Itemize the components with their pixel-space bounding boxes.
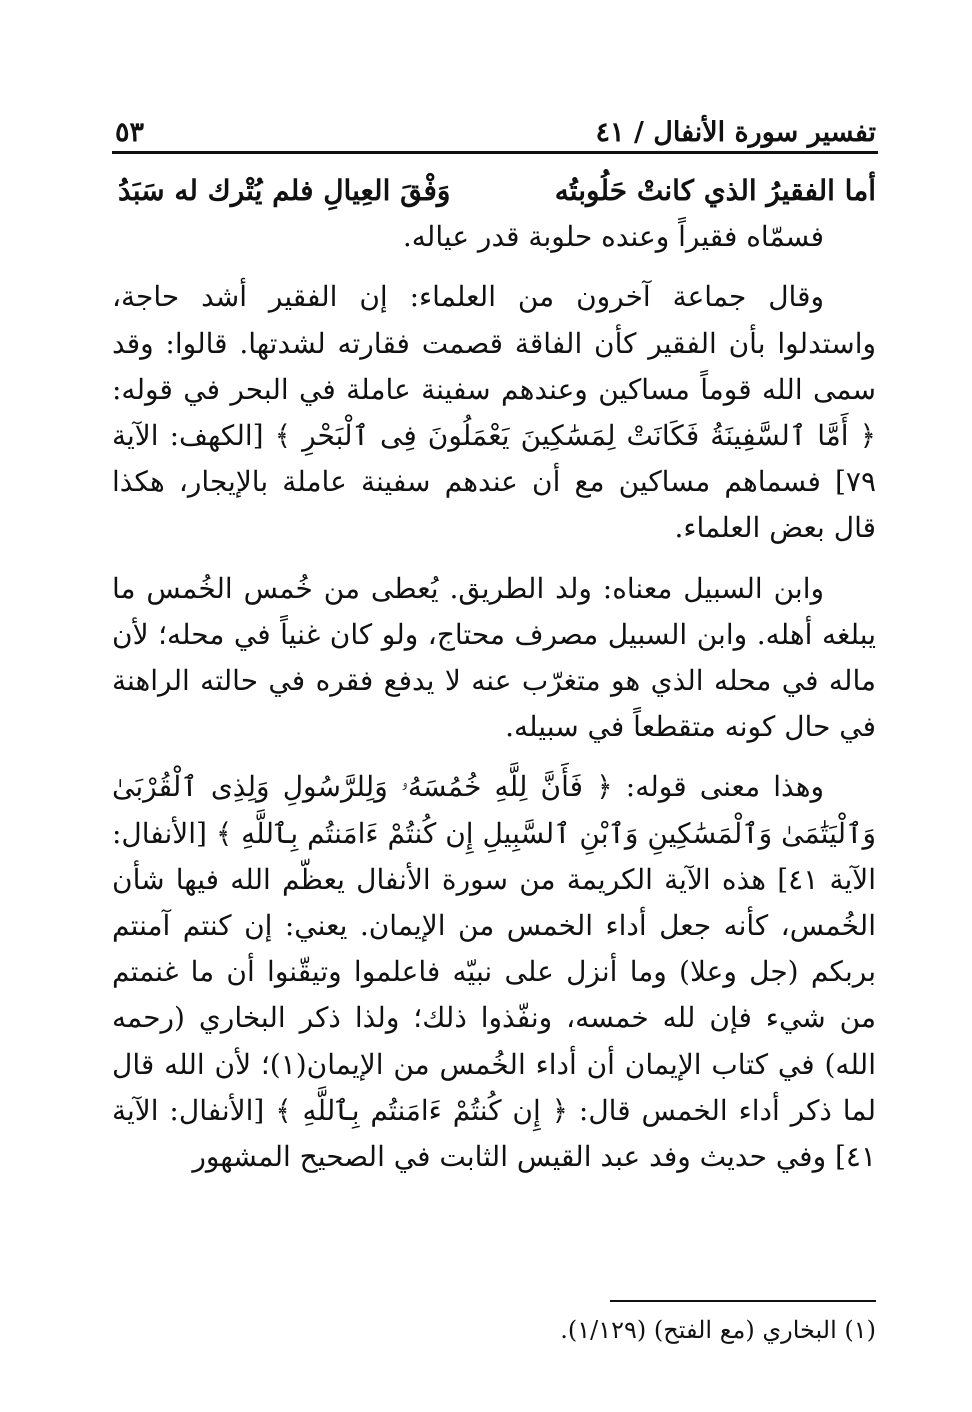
paragraph: وابن السبيل معناه: ولد الطريق. يُعطى من خُمس الخُمس ما يبلغه أهله. وابن السبيل مصرف محتاج، ولو كان غنياً في محله؛ لأن ماله في محله الذي هو متغرّب عنه لا يدفع فقره في حالته الراهنة في حال كونه متقطعاً في سبيله. bbox=[112, 571, 876, 744]
header-title: تفسير سورة الأنفال / ٤١ bbox=[595, 117, 876, 148]
verse-hemistich-right: أما الفقيرُ الذي كانتْ حَلُوبتُه bbox=[554, 174, 876, 207]
page-body bbox=[112, 168, 876, 1180]
header-rule bbox=[112, 151, 878, 154]
poetry-verse bbox=[112, 168, 876, 214]
paragraph: وقال جماعة آخرون من العلماء: إن الفقير أشد حاجة، واستدلوا بأن الفقير كأن الفاقة قصمت فقارته لشدتها. قالوا: وقد سمى الله قوماً مساكين وعندهم سفينة عاملة في البحر في قوله: ﴿ أَمَّا ٱلسَّفِينَةُ فَكَانَتْ لِمَسَٰكِينَ يَعْمَلُونَ فِى ٱلْبَحْرِ ﴾ [الكهف: الآية ٧٩] فسماهم مساكين مع أن عندهم سفينة عاملة بالإيجار، هكذا قال بعض العلماء. bbox=[112, 280, 876, 545]
page-number: ٥٣ bbox=[115, 117, 145, 148]
verse-hemistich-left: وَفْقَ العِيالِ فلم يُتْرك له سَبَدُ bbox=[118, 174, 451, 207]
running-header bbox=[115, 108, 876, 148]
footnote: (١) البخاري (مع الفتح) (١/١٢٩). bbox=[560, 1316, 876, 1344]
paragraph: فسمّاه فقيراً وعنده حلوبة قدر عياله. bbox=[402, 220, 824, 254]
footnote-rule bbox=[610, 1300, 876, 1302]
paragraph: وهذا معنى قوله: ﴿ فَأَنَّ لِلَّهِ خُمُسَهُۥ وَلِلرَّسُولِ وَلِذِى ٱلْقُرْبَىٰ وَٱلْيَتَٰمَىٰ وَٱلْمَسَٰكِينِ وَٱبْنِ ٱلسَّبِيلِ إِن كُنتُمْ ءَامَنتُم بِٱللَّهِ ﴾ [الأنفال: الآية ٤١] هذه الآية الكريمة من سورة الأنفال يعظّم الله فيها شأن الخُمس، كأنه جعل أداء الخمس من الإيمان. يعني: إن كنتم آمنتم بربكم (جل وعلا) وما أنزل على نبيّه فاعلموا وتيقّنوا أن ما غنمتم من شيء فإن لله خمسه، ونفّذوا ذلك؛ ولذا ذكر البخاري (رحمه الله) في كتاب الإيمان أن أداء الخُمس من الإيمان(١)؛ لأن الله قال لما ذكر أداء الخمس قال: ﴿ إِن كُنتُمْ ءَامَنتُم بِٱللَّهِ ﴾ [الأنفال: الآية ٤١] وفي حديث وفد عبد القيس الثابت في الصحيح المشهور bbox=[112, 770, 877, 1174]
